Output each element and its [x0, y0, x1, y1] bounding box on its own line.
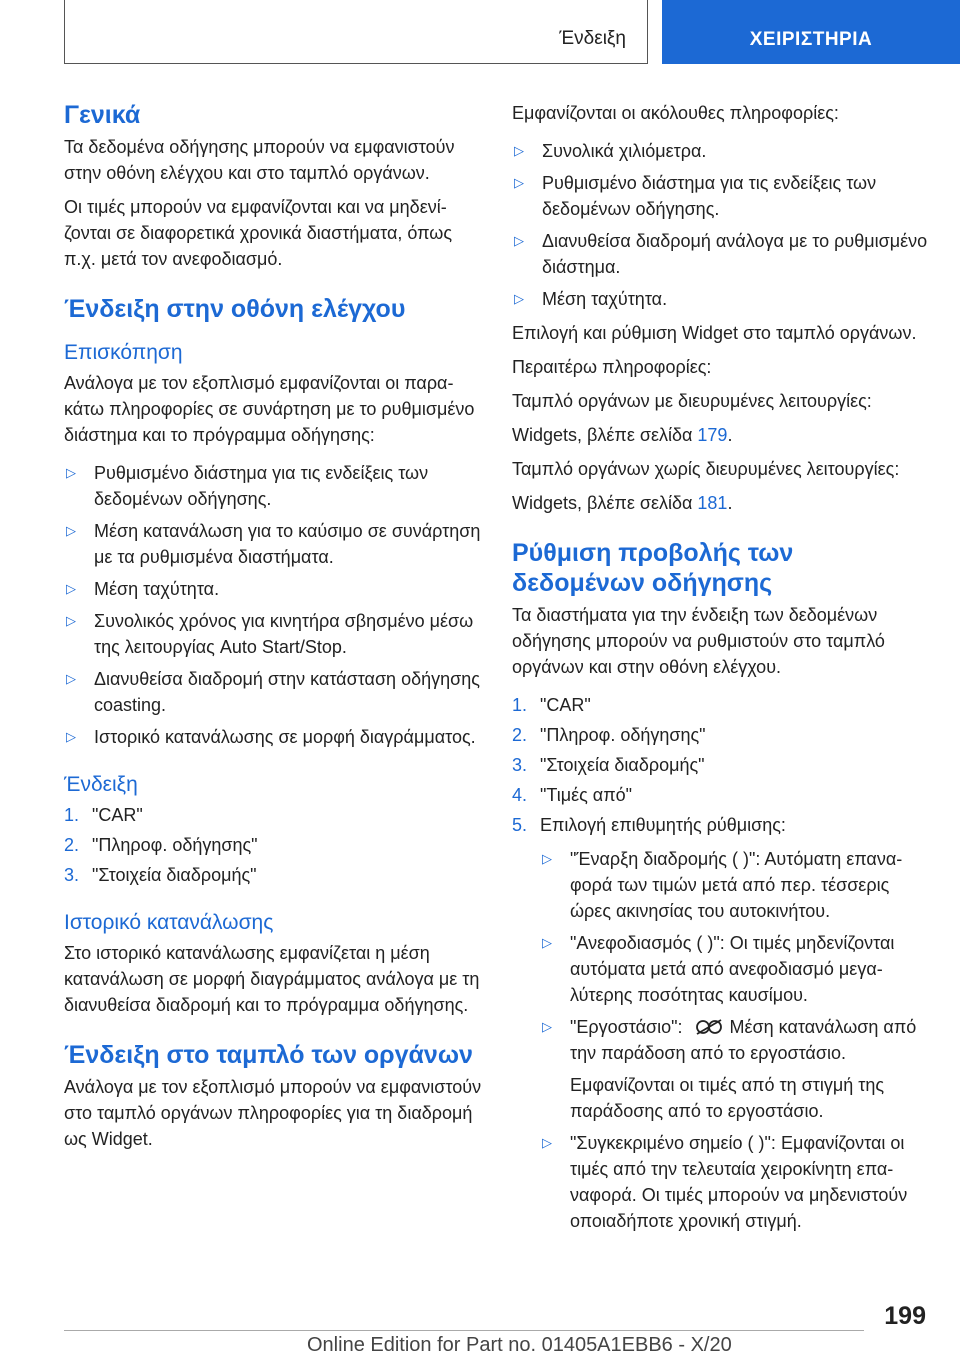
header-chapter-tab[interactable]: ΧΕΙΡΙΣΤΗΡΙΑ: [662, 0, 960, 64]
sub-item-text: "Ανεφοδιασμός ( )": Οι τιμές μηδενίζονται αυτόματα μετά από ανεφοδιασμό μεγαλύτερης ποσότητας καυσίμου.: [570, 933, 895, 1005]
step-text: "Τιμές από": [540, 785, 633, 805]
settings-sub-list: [540, 846, 932, 1234]
step-text: "CAR": [540, 695, 591, 715]
list-item-text: Μέση ταχύτητα.: [542, 289, 668, 309]
sub-item: [540, 1130, 932, 1234]
triangle-right-icon: ▷: [542, 1019, 552, 1034]
step-number: 5.: [512, 815, 528, 835]
heading-set-display: Ρύθμιση προβολής των δεδομένων οδήγησης: [512, 539, 794, 597]
steps-list: [64, 802, 482, 888]
sub-item: [540, 1014, 932, 1124]
ref-text: .: [727, 425, 733, 445]
factory-reset-icon: [694, 1019, 724, 1035]
list-item: [512, 138, 932, 164]
step-item: [64, 802, 482, 828]
triangle-right-icon: ▷: [66, 729, 76, 744]
sub-item: [540, 930, 932, 1008]
step-text: "Πληροφ. οδήγησης": [92, 835, 258, 855]
step-item: [512, 752, 932, 778]
list-item: [64, 460, 482, 512]
triangle-right-icon: ▷: [66, 581, 76, 596]
list-item: [64, 518, 482, 570]
page-link-179[interactable]: 179: [697, 425, 728, 445]
bullet-list: [64, 460, 482, 750]
step-number: 3.: [64, 865, 80, 885]
sub-item-text: "Συγκεκριμένο σημείο ( )": Εμφανίζονται οι τιμές από την τελευταία χειροκίνητη επαναφορά. Οι τιμές μπορούν να μηδενιστούν οποιαδήποτε χρονική στιγμή.: [570, 1133, 908, 1231]
ref-text: Widgets, βλέπε σελίδα: [512, 493, 698, 513]
triangle-right-icon: ▷: [542, 851, 552, 866]
sub-item-note: Εμφανίζονται οι τιμές από τη στιγμή της παράδοσης από το εργοστάσιο.: [570, 1075, 885, 1121]
step-number: 2.: [64, 835, 80, 855]
heading-consumption-history: Ιστορικό κατανάλωσης: [64, 911, 274, 934]
bullet-list: [512, 138, 932, 312]
paragraph: Ανάλογα με τον εξοπλισμό μπορούν να εμφανιστούν στο ταμπλό οργάνων πληροφορίες για τη διαδρομή ως Widget.: [64, 1077, 482, 1149]
step-item: [64, 832, 482, 858]
step-number: 3.: [512, 755, 528, 775]
step-text: Επιλογή επιθυμητής ρύθμισης:: [540, 815, 786, 835]
sub-item-text: "Εργοστάσιο":: [570, 1017, 688, 1037]
list-item: [512, 228, 932, 280]
list-item-text: Διανυθείσα διαδρομή στην κατάσταση οδήγησης coasting.: [94, 669, 480, 715]
paragraph: Στο ιστορικό κατανάλωσης εμφανίζεται η μέση κατανάλωση σε μορφή διαγράμματος ανάλογα με τη διανυθείσα διαδρομή και το πρόγραμμα οδήγησης.: [64, 943, 480, 1015]
paragraph: Επιλογή και ρύθμιση Widget στο ταμπλό οργάνων.: [512, 323, 917, 343]
triangle-right-icon: ▷: [514, 175, 524, 190]
step-item: [512, 812, 932, 838]
list-item: [64, 724, 482, 750]
step-item: [512, 722, 932, 748]
paragraph: Εμφανίζονται οι ακόλουθες πληροφορίες:: [512, 103, 839, 123]
triangle-right-icon: ▷: [514, 233, 524, 248]
paragraph: Ανάλογα με τον εξοπλισμό εμφανίζονται οι παρακάτω πληροφορίες σε συνάρτηση με το ρυθμισμένο διάστημα και το πρόγραμμα οδήγησης:: [64, 373, 475, 445]
paragraph: Οι τιμές μπορούν να εμφανίζονται και να μηδενίζονται σε διαφορετικά χρονικά διαστήματα, όπως π.χ. μετά τον ανεφοδιασμό.: [64, 197, 453, 269]
triangle-right-icon: ▷: [66, 523, 76, 538]
step-number: 1.: [64, 805, 80, 825]
list-item-text: Συνολικός χρόνος για κινητήρα σβησμένο μέσω της λειτουργίας Auto Start/Stop.: [94, 611, 474, 657]
step-number: 4.: [512, 785, 528, 805]
step-text: "CAR": [92, 805, 143, 825]
list-item-text: Συνολικά χιλιόμετρα.: [542, 141, 707, 161]
page-link-181[interactable]: 181: [697, 493, 728, 513]
paragraph: Ταμπλό οργάνων χωρίς διευρυμένες λειτουργίες:: [512, 459, 900, 479]
footer-edition: Online Edition for Part no. 01405A1EBB6 - X/20: [307, 1334, 732, 1356]
list-item-text: Μέση κατανάλωση για το καύσιμο σε συνάρτηση με τα ρυθμισμένα διαστήματα.: [94, 521, 481, 567]
paragraph-widgets-ref: [512, 422, 932, 448]
list-item: [64, 666, 482, 718]
steps-list: [512, 692, 932, 838]
left-column: [64, 100, 482, 1160]
right-column: [512, 100, 932, 1242]
list-item: [64, 608, 482, 660]
list-item-text: Ρυθμισμένο διάστημα για τις ενδείξεις των δεδομένων οδήγησης.: [542, 173, 877, 219]
step-item: [512, 692, 932, 718]
triangle-right-icon: ▷: [66, 613, 76, 628]
list-item-text: Ιστορικό κατανάλωσης σε μορφή διαγράμματος.: [94, 727, 476, 747]
page-number: 199: [884, 1302, 926, 1330]
ref-text: .: [727, 493, 733, 513]
heading-indication: Ένδειξη: [64, 773, 138, 796]
list-item-text: Διανυθείσα διαδρομή ανάλογα με το ρυθμισμένο διάστημα.: [542, 231, 928, 277]
sub-item-text: Μέση κατανάλωση από την παράδοση από το εργοστάσιο.: [570, 1017, 917, 1063]
heading-overview: Επισκόπηση: [64, 341, 183, 364]
list-item: [64, 576, 482, 602]
paragraph: Περαιτέρω πληροφορίες:: [512, 357, 712, 377]
triangle-right-icon: ▷: [514, 143, 524, 158]
sub-item-text: "Έναρξη διαδρομής ( )": Αυτόματη επαναφορά των τιμών μετά από περ. τέσσερις ώρες ακινησίας του αυτοκινήτου.: [570, 849, 903, 921]
list-item: [512, 170, 932, 222]
paragraph: Τα διαστήματα για την ένδειξη των δεδομένων οδήγησης μπορούν να ρυθμιστούν στο ταμπλό οργάνων και στην οθόνη ελέγχου.: [512, 605, 885, 677]
step-number: 2.: [512, 725, 528, 745]
triangle-right-icon: ▷: [542, 935, 552, 950]
list-item: [512, 286, 932, 312]
step-text: "Πληροφ. οδήγησης": [540, 725, 706, 745]
triangle-right-icon: ▷: [66, 671, 76, 686]
footer-divider: [64, 1330, 864, 1331]
paragraph: Ταμπλό οργάνων με διευρυμένες λειτουργίες:: [512, 391, 872, 411]
step-item: [512, 782, 932, 808]
step-text: "Στοιχεία διαδρομής": [540, 755, 705, 775]
list-item-text: Μέση ταχύτητα.: [94, 579, 220, 599]
list-item-text: Ρυθμισμένο διάστημα για τις ενδείξεις των δεδομένων οδήγησης.: [94, 463, 429, 509]
step-number: 1.: [512, 695, 528, 715]
triangle-right-icon: ▷: [66, 465, 76, 480]
step-text: "Στοιχεία διαδρομής": [92, 865, 257, 885]
ref-text: Widgets, βλέπε σελίδα: [512, 425, 698, 445]
header-section-title: Ένδειξη: [559, 28, 626, 49]
heading-control-display: Ένδειξη στην οθόνη ελέγχου: [64, 295, 406, 323]
triangle-right-icon: ▷: [542, 1135, 552, 1150]
step-item: [64, 862, 482, 888]
heading-instrument-cluster: Ένδειξη στο ταμπλό των οργάνων: [64, 1041, 473, 1069]
paragraph: Τα δεδομένα οδήγησης μπορούν να εμφανιστούν στην οθόνη ελέγχου και στο ταμπλό οργάνων.: [64, 137, 455, 183]
heading-general: Γενικά: [64, 101, 141, 129]
sub-item: [540, 846, 932, 924]
paragraph-widgets-ref: [512, 490, 932, 516]
triangle-right-icon: ▷: [514, 291, 524, 306]
